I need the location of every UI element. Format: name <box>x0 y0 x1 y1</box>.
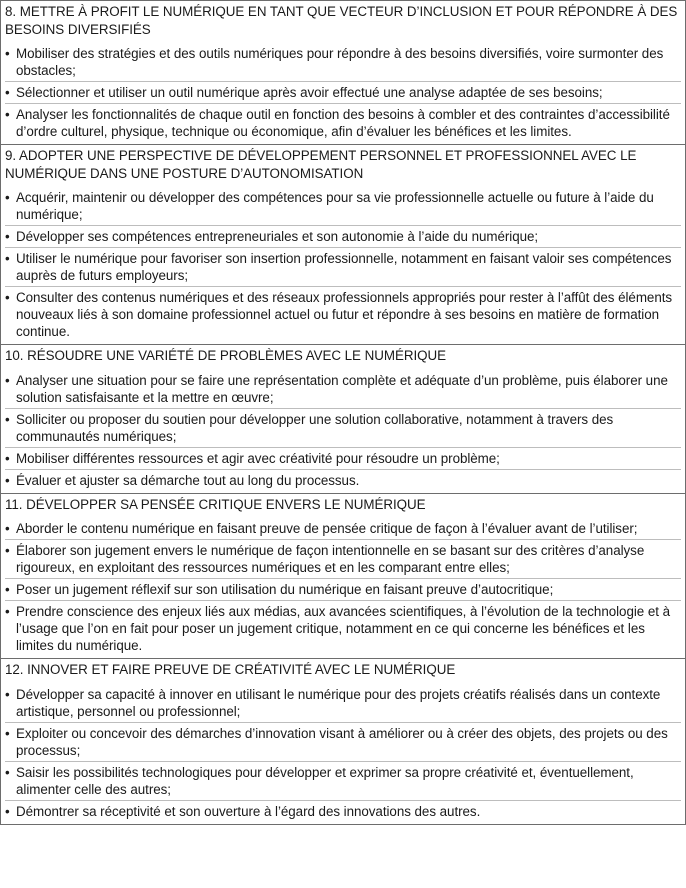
item-text: Poser un jugement réflexif sur son utilisation du numérique en faisant preuve d’autocritique; <box>16 582 554 597</box>
item-text: Évaluer et ajuster sa démarche tout au long du processus. <box>16 472 360 488</box>
list-item <box>5 761 681 800</box>
section-header: 12. INNOVER ET FAIRE PREUVE DE CRÉATIVITÉ AVEC LE NUMÉRIQUE <box>1 659 685 682</box>
bullet-icon: • <box>5 686 10 702</box>
item-text: Sélectionner et utiliser un outil numérique après avoir effectué une analyse adaptée de ses besoins; <box>16 85 603 100</box>
section-11 <box>1 494 685 660</box>
list-item <box>5 539 681 578</box>
item-list <box>1 682 685 824</box>
bullet-icon: • <box>5 46 10 61</box>
section-header: 10. RÉSOUDRE UNE VARIÉTÉ DE PROBLÈMES AVEC LE NUMÉRIQUE <box>1 345 685 368</box>
item-list <box>1 41 685 144</box>
bullet-icon: • <box>5 411 10 427</box>
bullet-icon: • <box>5 764 10 780</box>
section-8 <box>1 1 685 145</box>
list-item <box>5 408 681 447</box>
item-text: Aborder le contenu numérique en faisant preuve de pensée critique de façon à l’évaluer avant de l’utiliser; <box>16 521 638 536</box>
bullet-icon: • <box>5 543 10 558</box>
list-item <box>5 800 681 822</box>
item-text: Élaborer son jugement envers le numérique de façon intentionnelle en se basant sur des critères d’analyse rigoureux, en exploitant des ressources numériques et en les comparant entre elles; <box>16 543 645 575</box>
list-item <box>5 81 681 103</box>
item-text: Solliciter ou proposer du soutien pour développer une solution collaborative, notamment à travers des communautés numériques; <box>16 411 614 444</box>
item-text: Mobiliser des stratégies et des outils numériques pour répondre à des besoins diversifiés, voire surmonter des obstacles; <box>16 46 664 78</box>
bullet-icon: • <box>5 803 10 819</box>
bullet-icon: • <box>5 521 10 536</box>
list-item <box>5 518 681 539</box>
bullet-icon: • <box>5 472 10 488</box>
item-text: Démontrer sa réceptivité et son ouverture à l’égard des innovations des autres. <box>16 803 481 819</box>
list-item <box>5 370 681 408</box>
item-list <box>1 185 685 344</box>
section-header: 9. ADOPTER UNE PERSPECTIVE DE DÉVELOPPEMENT PERSONNEL ET PROFESSIONNEL AVEC LE NUMÉRIQUE DANS UNE POSTURE D’AUTONOMISATION <box>1 145 685 185</box>
item-text: Consulter des contenus numériques et des réseaux professionnels appropriés pour rester à l’affût des éléments nouveaux liés à son domaine professionnel actuel ou futur et répondre à ses besoins en matière de formation continue. <box>16 290 673 339</box>
list-item <box>5 469 681 491</box>
list-item <box>5 103 681 142</box>
list-item <box>5 187 681 225</box>
item-text: Exploiter ou concevoir des démarches d’innovation visant à améliorer ou à créer des objets, des projets ou des processus; <box>16 725 668 758</box>
item-text: Acquérir, maintenir ou développer des compétences pour sa vie professionnelle actuelle ou future à l’aide du numérique; <box>16 190 654 222</box>
list-item <box>5 247 681 286</box>
item-text: Analyser une situation pour se faire une représentation complète et adéquate d’un problème, puis élaborer une solution satisfaisante et la mettre en œuvre; <box>16 372 668 405</box>
bullet-icon: • <box>5 107 10 122</box>
list-item <box>5 43 681 81</box>
bullet-icon: • <box>5 604 10 619</box>
item-text: Mobiliser différentes ressources et agir avec créativité pour résoudre un problème; <box>16 450 500 466</box>
list-item <box>5 600 681 656</box>
item-text: Analyser les fonctionnalités de chaque outil en fonction des besoins à combler et des contraintes d’accessibilité d’ordre culturel, physique, technique ou économique, afin d’évaluer les bénéfices et les limites. <box>16 107 670 139</box>
bullet-icon: • <box>5 582 10 597</box>
section-9 <box>1 145 685 345</box>
bullet-icon: • <box>5 290 10 305</box>
bullet-icon: • <box>5 190 10 205</box>
list-item <box>5 225 681 247</box>
list-item <box>5 286 681 342</box>
bullet-icon: • <box>5 85 10 100</box>
list-item <box>5 447 681 469</box>
item-list <box>1 368 685 493</box>
item-text: Saisir les possibilités technologiques pour développer et exprimer sa propre créativité et, éventuellement, alimenter celle des autres; <box>16 764 634 797</box>
item-text: Développer ses compétences entrepreneuriales et son autonomie à l’aide du numérique; <box>16 229 539 244</box>
list-item <box>5 684 681 722</box>
item-text: Développer sa capacité à innover en utilisant le numérique pour des projets créatifs réalisés dans un contexte artistique, personnel ou professionnel; <box>16 686 661 719</box>
list-item <box>5 578 681 600</box>
section-10 <box>1 345 685 494</box>
item-list <box>1 516 685 658</box>
bullet-icon: • <box>5 372 10 388</box>
item-text: Prendre conscience des enjeux liés aux médias, aux avancées scientifiques, à l’évolution de la technologie et à l’usage que l’on en fait pour poser un jugement critique, notamment en ce qui concerne les bénéfices et les limites du numérique. <box>16 604 670 653</box>
bullet-icon: • <box>5 229 10 244</box>
bullet-icon: • <box>5 251 10 266</box>
list-item <box>5 722 681 761</box>
section-12 <box>1 659 685 824</box>
section-header: 8. METTRE À PROFIT LE NUMÉRIQUE EN TANT QUE VECTEUR D’INCLUSION ET POUR RÉPONDRE À DES BESOINS DIVERSIFIÉS <box>1 1 685 41</box>
item-text: Utiliser le numérique pour favoriser son insertion professionnelle, notamment en faisant valoir ses compétences auprès de futurs employeurs; <box>16 251 672 283</box>
bullet-icon: • <box>5 450 10 466</box>
bullet-icon: • <box>5 725 10 741</box>
section-header: 11. DÉVELOPPER SA PENSÉE CRITIQUE ENVERS LE NUMÉRIQUE <box>1 494 685 517</box>
